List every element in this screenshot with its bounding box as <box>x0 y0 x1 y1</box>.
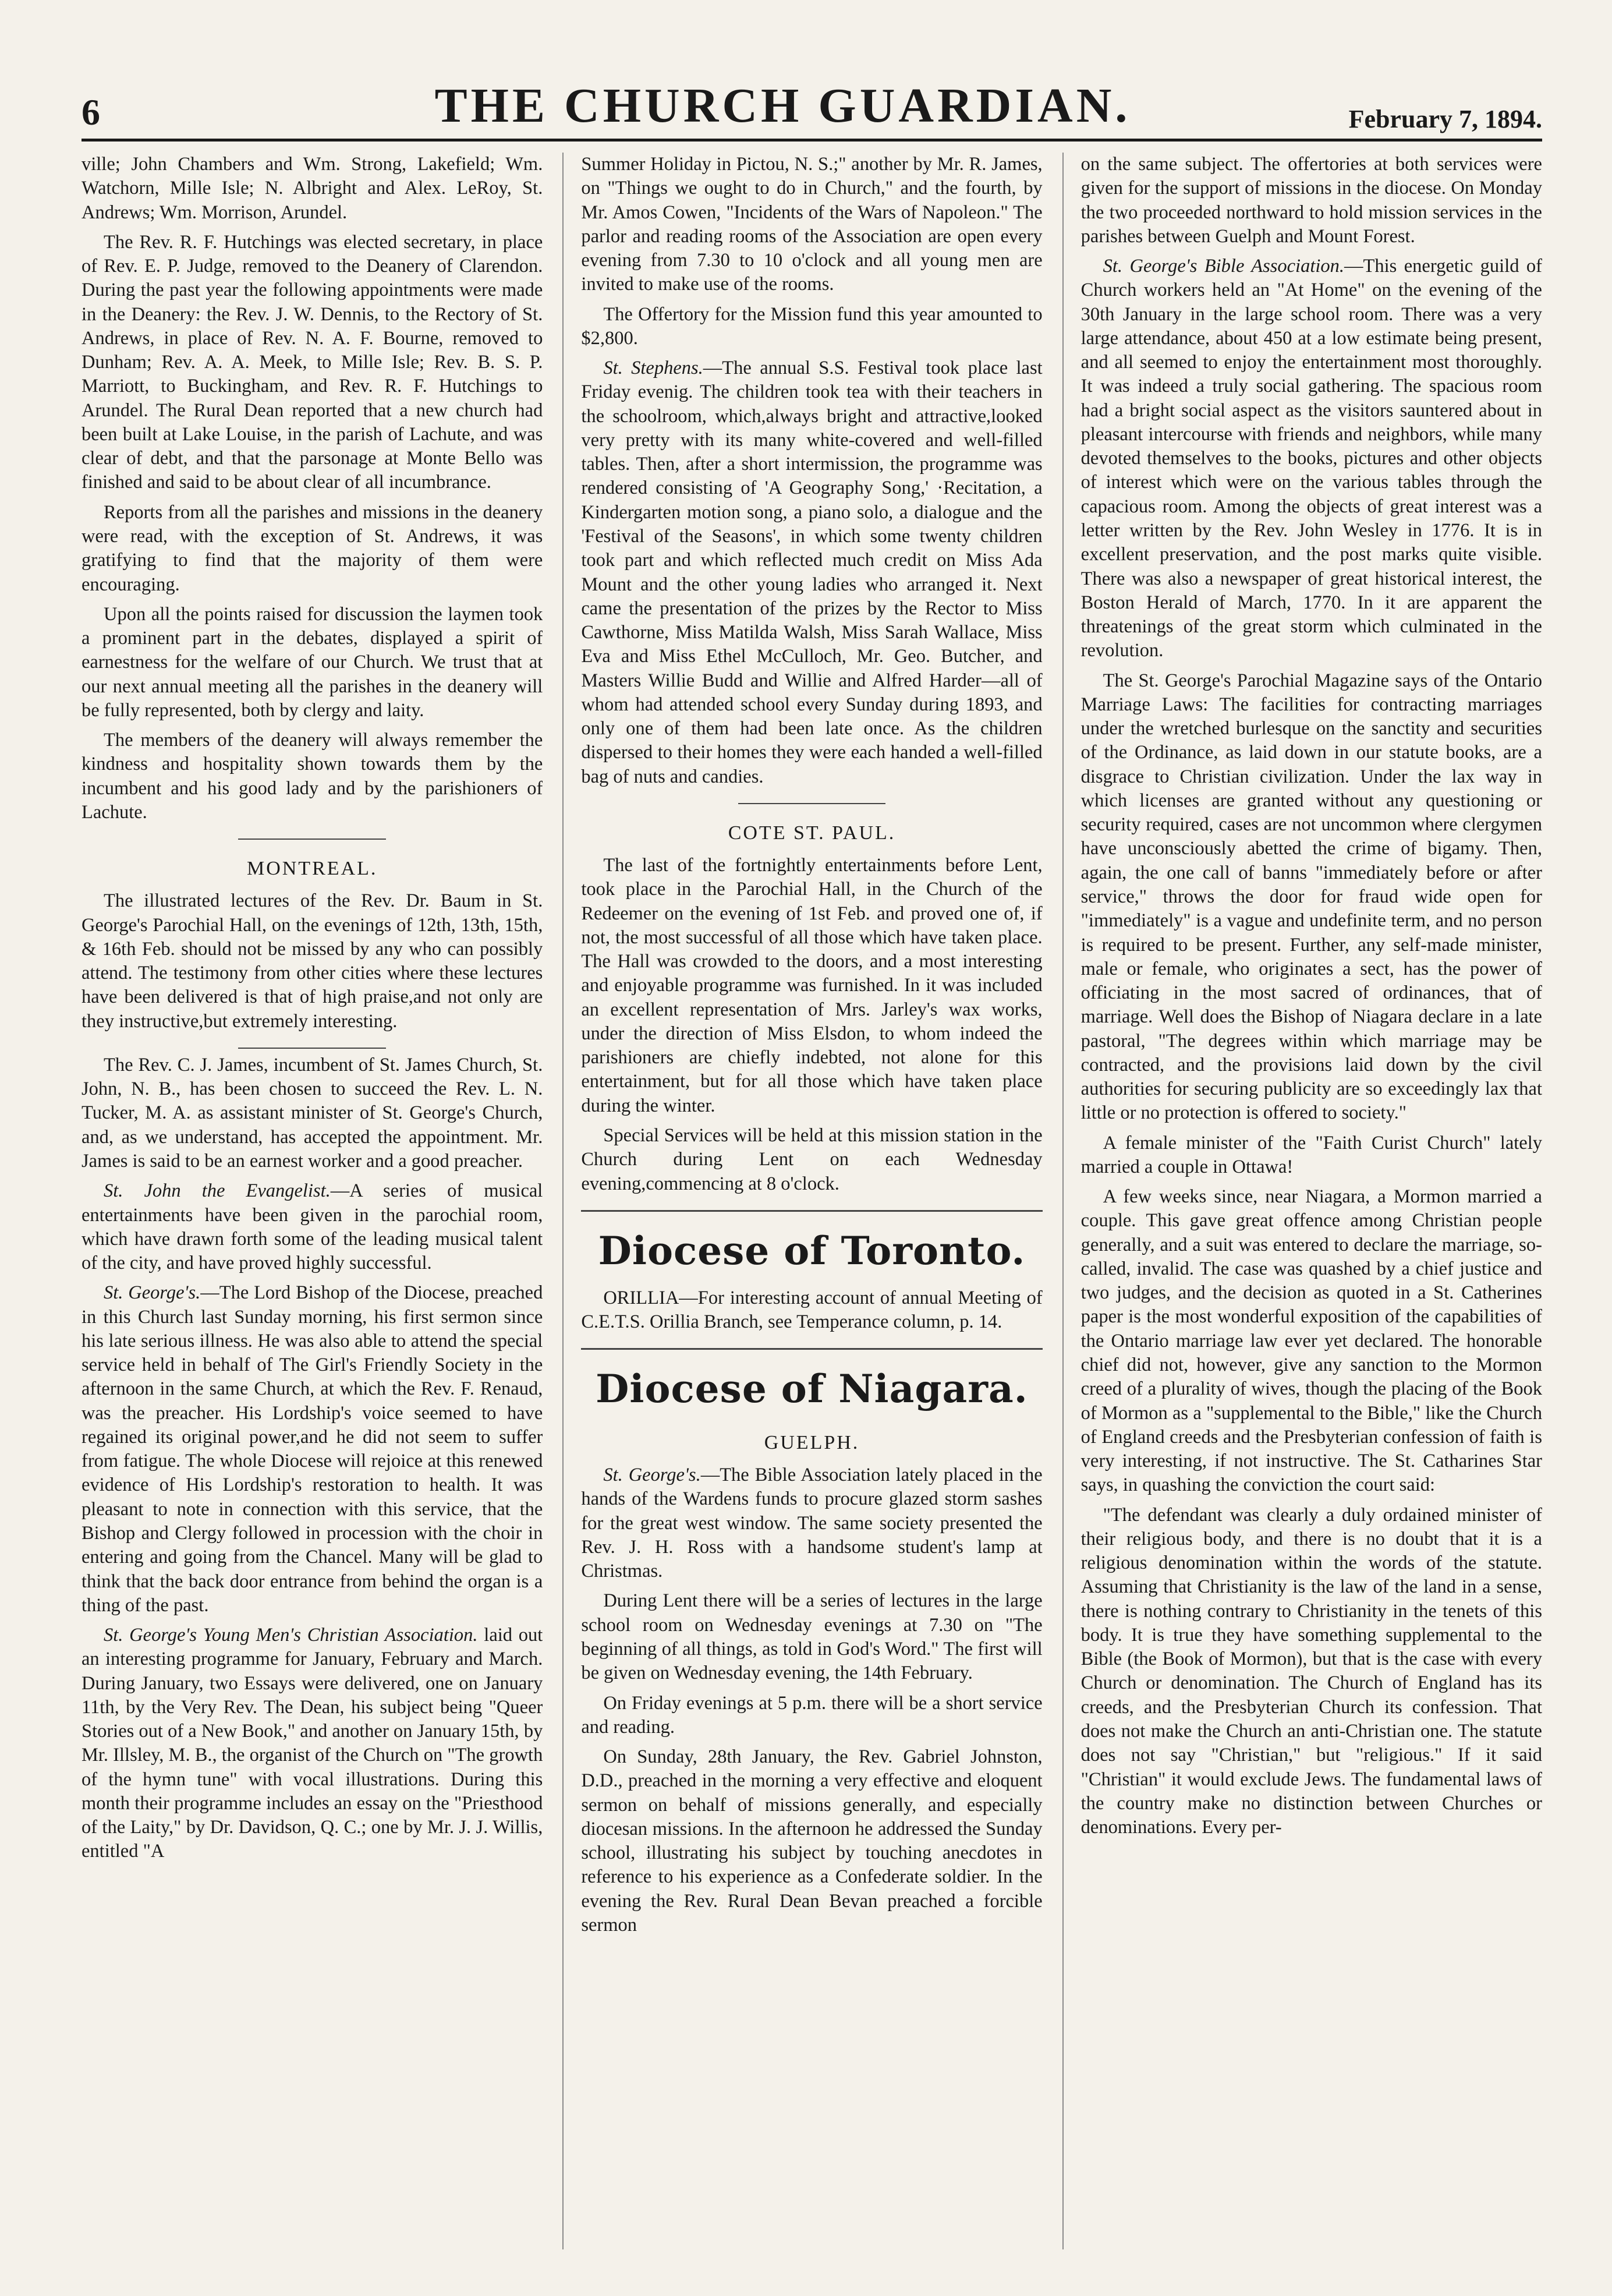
paragraph: The illustrated lectures of the Rev. Dr. Baum in St. George's Parochial Hall, on the evenings of 12th, 13th, 15th, & 16th Feb. should not be missed by any who can possibly attend. The testimony from other cities where these lectures have been delivered is that of high praise,and not only are they instructive,but extremely interesting. <box>82 890 543 1032</box>
paragraph-body: laid out an interesting programme for January, February and March. During January, two Essays were delivered, one on January 11th, by the Very Rev. The Dean, his subject being "Queer Stories out of a New Book," and another on January 15th, by Mr. Illsley, M. B., the organist of the Church on "The growth of the hymn tune" with vocal illustrations. During this month their programme includes an essay on the "Priesthood of the Laity," by Dr. Davidson, Q. C.; one by Mr. J. J. Willis, entitled "A <box>82 1625 543 1862</box>
paragraph <box>82 1179 543 1275</box>
section-divider <box>581 1348 1042 1350</box>
paragraph: The Offertory for the Mission fund this year amounted to $2,800. <box>581 303 1043 349</box>
issue-date: February 7, 1894. <box>1348 105 1542 133</box>
paragraph: Summer Holiday in Pictou, N. S.;" another by Mr. R. James, on "Things we ought to do in Church," and the fourth, by Mr. Amos Cowen, "Incidents of the Wars of Napoleon." The parlor and reading rooms of the Association are open every evening from 7.30 to 10 o'clock and all young men are invited to make use of the rooms. <box>581 154 1043 295</box>
paragraph <box>82 1281 543 1618</box>
paragraph: On Sunday, 28th January, the Rev. Gabriel Johnston, D.D., preached in the morning a very effective and eloquent sermon on behalf of missions generally, and especially diocesan missions. In the afternoon he addressed the Sunday school, illustrating his subject by touching anecdotes in reference to his experience as a Confederate soldier. In the evening the Rev. Rural Dean Bevan preached a forcible sermon <box>581 1746 1043 1936</box>
paragraph: On Friday evenings at 5 p.m. there will be a short service and reading. <box>581 1692 1043 1738</box>
section-divider <box>581 1210 1042 1212</box>
diocese-heading-niagara: Diocese of Niagara. <box>596 1366 1028 1412</box>
paragraph: The last of the fortnightly entertainments before Lent, took place in the Parochial Hall, in the Church of the Redeemer on the evening of 1st Feb. and proved one of, if not, the most successful of all those which have taken place. The Hall was crowded to the doors, and a most interesting and enjoyable programme was furnished. In it was included an excellent representation of Mrs. Jarley's wax works, under the direction of Miss Elsdon, to whom indeed the parishioners are chiefly indebted, not alone for this entertainment, but for all those which have taken place during the winter. <box>581 855 1043 1116</box>
paragraph-body: —The Bible Association lately placed in the hands of the Wardens funds to procure glazed storm sashes for the great west window. The same society presented the Rev. J. H. Ross with a handsome student's lamp at Christmas. <box>581 1464 1043 1582</box>
paragraph: During Lent there will be a series of lectures in the large school room on Wednesday evenings at 7.30 on "The beginning of all things, as told in God's Word." The first will be given on Wednesday evening, the 14th February. <box>581 1590 1043 1684</box>
paragraph <box>581 356 1042 789</box>
paragraph <box>82 1623 543 1864</box>
column-1 <box>82 153 543 2249</box>
paragraph-lead: St. George's Bible Association. <box>1103 256 1345 277</box>
page-number: 6 <box>82 91 100 133</box>
paragraph: "The defendant was clearly a duly ordained minister of their religious body, and there is no doubt that it is a religious denomination within the words of the statute. Assuming that Christianity is the law of the land in a sense, there is nothing contrary to Christianity in the tenets of this body. It is true they have something supplemental to the Bible (the Book of Mormon), but that is the case with every Church or denomination. The Church of England has its creeds, and the Presbyterian Church its confession. That does not make the Church an anti-Christian one. The statute does not say "Christian," but "religious." If it said "Christian" it would exclude Jews. The fundamental laws of the country make no distinction between Churches or denominations. Every per- <box>1080 1504 1542 1838</box>
paragraph: ORILLIA—For interesting account of annual Meeting of C.E.T.S. Orillia Branch, see Temperance column, p. 14. <box>581 1287 1043 1332</box>
section-heading-montreal: MONTREAL. <box>246 858 378 880</box>
paragraph-body: —The annual S.S. Festival took place last Friday evenig. The children took tea with their teachers in the schoolroom, which,always bright and attractive,looked very pretty with its many white-covered and well-filled tables. Then, after a short intermission, the programme was rendered consisting of 'A Geography Song,' ·Recitation, a Kindergarten motion song, a piano solo, a dialogue and the 'Festival of the Seasons', in which some twenty children took part and which reflected much credit on Miss Ada Mount and the other young ladies who arranged it. Next came the presentation of the prizes by the Rector to Miss Cawthorne, Miss Matilda Walsh, Miss Sarah Wallace, Miss Eva and Miss Ethel McCulloch, Mr. Geo. Butcher, and Masters Willie Budd and Willie and Alfred Harder—all of whom had attended school every Sunday during 1893, and only one of them had been late once. As the children dispersed to their homes they were each handed a well-filled bag of nuts and candies. <box>581 358 1043 787</box>
paragraph: The St. George's Parochial Magazine says of the Ontario Marriage Laws: The facilities for contracting marriages under the wretched burlesque on the sanctity and securities of the Ordinance, as laid down in our statute books, are a disgrace to Christian civilization. Under the lax way in which licenses are granted without any questioning or security required, cases are not uncommon where clergymen have unconsciously abetted the crime of bigamy. Then, again, the one call of banns "immediately before or after service," throws the door for fraud wide open for "immediately" is a vague and undefinite term, and no person is required to be present. Further, any self-made minister, male or female, who originates a sect, has the power of officiating in the most sacred of ordinances, that of marriage. Well does the Bishop of Niagara declare in a late pastoral, "The degrees within which marriage may be contracted, and the provisions laid down by the civil authorities for securing publicity are so exceedingly lax that little or no protection is offered to society." <box>1080 670 1542 1124</box>
paragraph: The Rev. C. J. James, incumbent of St. James Church, St. John, N. B., has been chosen to succeed the Rev. L. N. Tucker, M. A. as assistant minister of St. George's Church, and, as we understand, has accepted the appointment. Mr. James is said to be an earnest worker and a good preacher. <box>82 1054 543 1172</box>
paragraph: ville; John Chambers and Wm. Strong, Lakefield; Wm. Watchorn, Mille Isle; N. Albright and Alex. LeRoy, St. Andrews; Wm. Morrison, Arundel. <box>82 154 543 223</box>
paragraph: Special Services will be held at this mission station in the Church during Lent on each Wednesday evening,commencing at 8 o'clock. <box>581 1125 1043 1194</box>
paragraph: Upon all the points raised for discussion the laymen took a prominent part in the debates, displayed a spirit of earnestness for the welfare of our Church. We trust that at our next annual meeting all the parishes in the deanery will be fully represented, both by clergy and laity. <box>82 603 543 721</box>
paper-name: THE CHURCH GUARDIAN. <box>434 79 1131 133</box>
section-divider <box>238 1048 386 1049</box>
paragraph: The members of the deanery will always remember the kindness and hospitality shown towards them by the incumbent and his good lady and by the parishioners of Lachute. <box>82 730 543 823</box>
paragraph-lead: St. George's. <box>603 1464 701 1486</box>
paragraph-body: —A series of musical entertainments have been given in the parochial room, which have drawn forth some of the leading musical talent of the city, and have proved highly successful. <box>82 1180 543 1274</box>
column-3 <box>1062 153 1542 2249</box>
paragraph: The Rev. R. F. Hutchings was elected secretary, in place of Rev. E. P. Judge, removed to the Deanery of Clarendon. During the past year the following appointments were made in the Deanery: the Rev. J. W. Dennis, to the Rectory of St. Andrews, in place of Rev. N. A. F. Bourne, removed to Dunham; Rev. A. A. Meek, to Mille Isle; Rev. B. S. P. Marriott, to Buckingham, and Rev. R. F. Hutchings to Arundel. The Rural Dean reported that a new church had been built at Lake Louise, in the parish of Lachute, and was clear of debt, and that the parsonage at Monte Bello was finished and said to be about clear of all incumbrance. <box>82 231 543 493</box>
paragraph: Reports from all the parishes and missions in the deanery were read, with the exception of St. Andrews, it was gratifying to find that the majority of them were encouraging. <box>82 501 543 595</box>
paragraph <box>1081 254 1542 663</box>
paragraph: A few weeks since, near Niagara, a Mormon married a couple. This gave great offence among Christian people generally, and a suit was entered to declare the marriage, so-called, invalid. The case was quashed by a chief justice and two judges, and the decision as quoted in a St. Catherines paper is the most wonderful exposition of the capabilities of the Ontario marriage law ever yet declared. The honorable chief did not, however, give any sanction to the Mormon creed of a plurality of wives, though the placing of the Book of Mormon as a "supplemental to the Bible," like the Church of England creeds and the Presbyterian confession of faith is very interesting, if not instructive. The St. Catharines Star says, in quashing the conviction the court said: <box>1080 1186 1542 1496</box>
paragraph-body: —The Lord Bishop of the Diocese, preached in this Church last Sunday morning, his first sermon since his late serious illness. He was also able to attend the special service held in behalf of The Girl's Friendly Society in the afternoon in the same Church, at which the Rev. F. Renaud, was the preacher. His Lordship's voice seemed to have regained its original power,and he did not seem to suffer from fatigue. The whole Diocese will rejoice at this renewed evidence of His Lordship's restoration to health. It was pleasant to note in connection with this service, that the Bishop and Clergy followed in procession with the choir in entering and going from the Chancel. Many will be glad to think that the back door entrance from behind the organ is a thing of the past. <box>82 1282 543 1616</box>
paragraph <box>581 1463 1042 1583</box>
paragraph: A female minister of the "Faith Curist Church" lately married a couple in Ottawa! <box>1080 1132 1542 1177</box>
paragraph-body: —This energetic guild of Church workers held an "At Home" on the evening of the 30th January in the large school room. There was a very large attendance, about 450 at a low estimate being present, and all seemed to enjoy the entertainment most thoroughly. It was indeed a truly social gathering. The spacious room had a bright social aspect as the visitors sauntered about in pleasant intercourse with friends and neighbors, while many devoted themselves to the books, pictures and other objects of interest which were on the various tables through the capacious room. Among the objects of great interest was a letter written by the Rev. John Wesley in 1776. It is in excellent preservation, and the post marks quite visible. There was also a newspaper of great historical interest, the Boston Herald of March, 1770. In it are apparent the threatenings of the great storm which culminated in the revolution. <box>1080 256 1542 661</box>
masthead <box>82 79 1542 141</box>
paragraph: on the same subject. The offertories at both services were given for the support of missions in the diocese. On Monday the two proceeded northward to hold mission services in the parishes between Guelph and Mount Forest. <box>1080 154 1542 247</box>
section-heading-guelph: GUELPH. <box>764 1431 860 1453</box>
paragraph-lead: St. John the Evangelist. <box>104 1180 331 1202</box>
section-divider <box>738 803 886 804</box>
article-columns <box>82 153 1542 2249</box>
paragraph-lead: St. George's Young Men's Christian Association. <box>104 1625 478 1646</box>
section-heading-cote-st-paul: COTE ST. PAUL. <box>728 822 896 844</box>
paragraph-lead: St. Stephens. <box>603 358 703 379</box>
column-2 <box>562 153 1042 2249</box>
diocese-heading-toronto: Diocese of Toronto. <box>598 1227 1026 1273</box>
paragraph-lead: St. George's. <box>104 1282 201 1304</box>
section-divider <box>238 839 386 840</box>
